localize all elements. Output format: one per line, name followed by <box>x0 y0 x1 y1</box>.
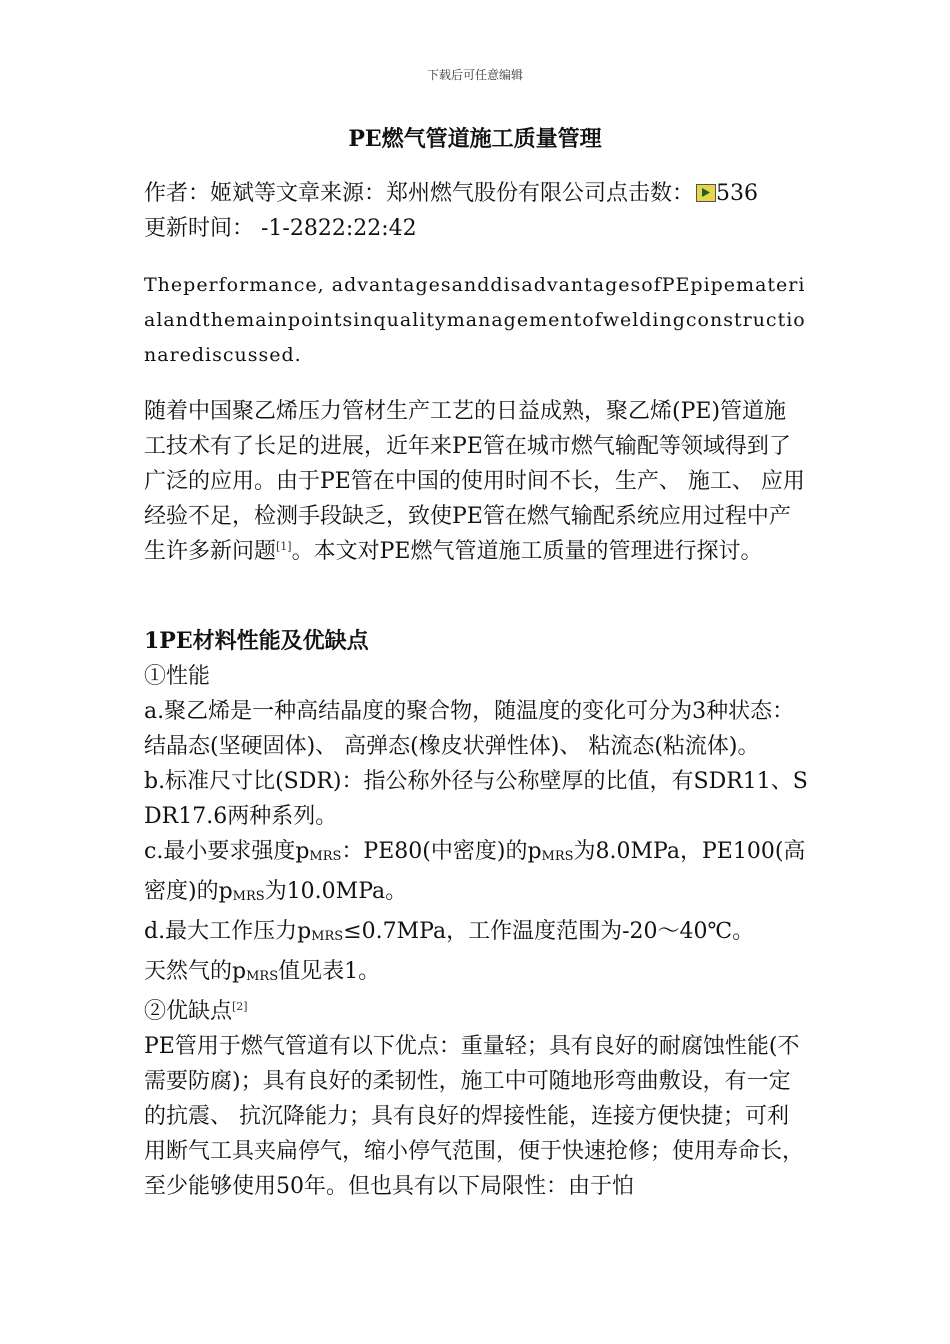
intro-text-after: 。本文对PE燃气管道施工质量的管理进行探讨。 <box>291 539 763 564</box>
item-c-text-2: ：PE80(中密度)的p <box>341 839 542 864</box>
intro-paragraph <box>144 394 808 569</box>
meta-line-1 <box>144 176 808 211</box>
item-a: a.聚乙烯是一种高结晶度的聚合物，随温度的变化可分为3种状态：结晶态(坚硬固体)、 高弹态(橡皮状弹性体)、 粘流态(粘流体)。 <box>144 699 795 759</box>
document-title: PE燃气管道施工质量管理 <box>348 126 602 152</box>
item-d <box>144 914 808 954</box>
subscript-mrs: MRS <box>246 969 279 984</box>
meta-click-count: 536 <box>716 181 759 206</box>
subscript-mrs: MRS <box>309 849 342 864</box>
meta-update-time: 更新时间： -1-2822:22:42 <box>144 216 417 241</box>
pros-cons-paragraph: PE管用于燃气管道有以下优点：重量轻；具有良好的耐腐蚀性能(不需要防腐)；具有良好的柔韧性，施工中可随地形弯曲敷设，有一定的抗震、 抗沉降能力；具有良好的焊接性能，连接方便快捷；可利用断气工具夹扁停气，缩小停气范围，便于快速抢修；使用寿命长，至少能够使用50年。但也具有以下局限性：由于怕 <box>144 1034 805 1199</box>
item-c <box>144 834 808 914</box>
performance-heading: ①性能 <box>144 664 211 689</box>
item-d-text-2: ≤0.7MPa，工作温度范围为-20～40℃。 <box>343 919 755 944</box>
section-heading: 1PE材料性能及优缺点 <box>144 628 369 654</box>
pros-cons-heading-text: ②优缺点 <box>144 999 233 1024</box>
item-c-text-3: 为8.0MPa，PE100(高密度)的p <box>144 839 806 904</box>
click-count-icon <box>696 184 716 202</box>
intro-text: 随着中国聚乙烯压力管材生产工艺的日益成熟，聚乙烯(PE)管道施工技术有了长足的进展，近年来PE管在城市燃气输配等领域得到了广泛的应用。由于PE管在中国的使用时间不长，生产、 施工、 应用经验不足，检测手段缺乏，致使PE管在燃气输配系统应用过程中产生许多新问题 <box>144 399 805 564</box>
item-c-text-4: 为10.0MPa。 <box>264 879 408 904</box>
section-1 <box>144 624 808 1204</box>
abstract-en: Theperformance, advantagesanddisadvantagesofPEpipematerialandthemainpointsinqualitymanagementofweldingconstructionarediscussed. <box>144 274 806 366</box>
item-e-text-1: 天然气的p <box>144 959 247 984</box>
item-d-text-1: d.最大工作压力p <box>144 919 312 944</box>
item-c-text-1: c.最小要求强度p <box>144 839 310 864</box>
pros-cons-reference: [2] <box>232 1000 248 1013</box>
header-note: 下载后可任意编辑 <box>426 68 523 82</box>
subscript-mrs: MRS <box>232 889 265 904</box>
subscript-mrs: MRS <box>541 849 574 864</box>
meta-author-source: 作者：姬斌等文章来源：郑州燃气股份有限公司点击数： <box>144 181 695 206</box>
item-e <box>144 954 808 994</box>
article-meta <box>144 176 808 246</box>
intro-reference: [1] <box>276 540 292 553</box>
item-e-text-2: 值见表1。 <box>278 959 381 984</box>
pros-cons-heading <box>144 994 808 1029</box>
item-b: b.标准尺寸比(SDR)：指公称外径与公称壁厚的比值，有SDR11、SDR17.6两种系列。 <box>144 769 808 829</box>
subscript-mrs: MRS <box>311 929 344 944</box>
